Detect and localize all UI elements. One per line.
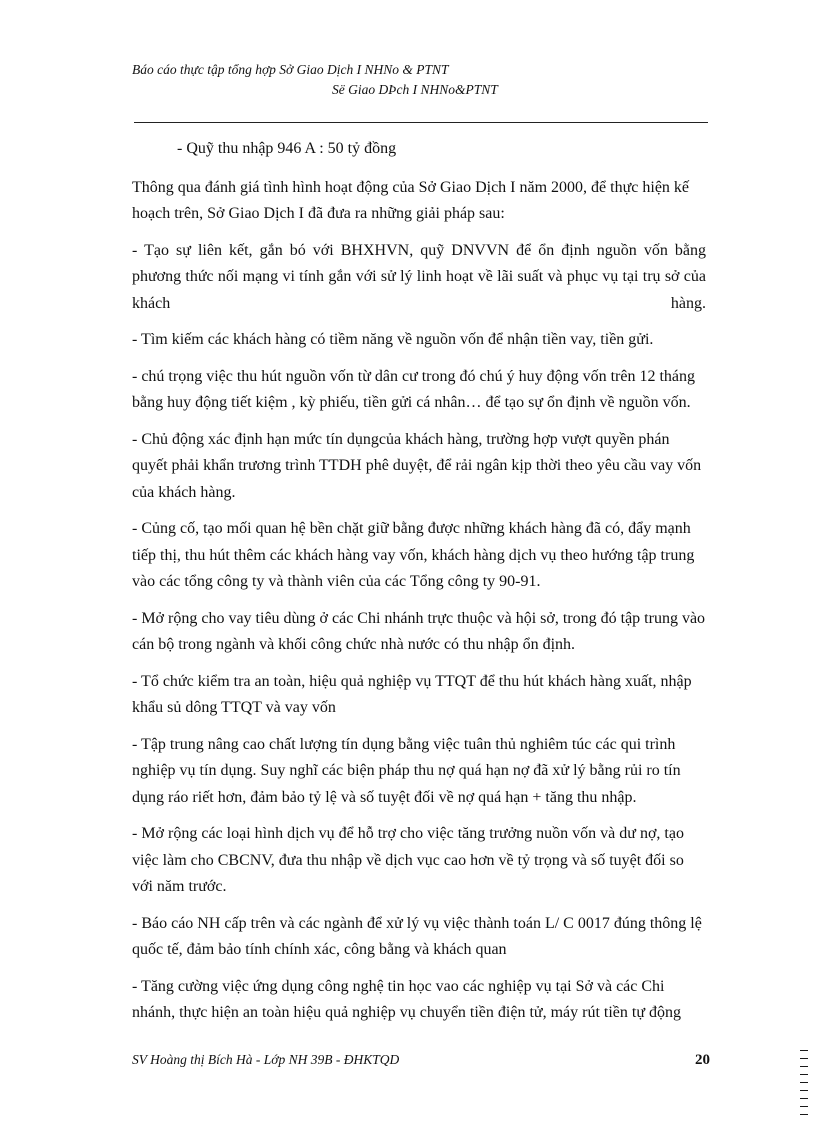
page-footer bbox=[132, 1050, 710, 1070]
paragraph-solution-2: - Tìm kiếm các khách hàng có tiềm năng về nguồn vốn để nhận tiền vay, tiền gửi. bbox=[132, 331, 654, 348]
edge-mark bbox=[800, 1074, 808, 1075]
paragraph-solution-9: - Mở rộng các loại hình dịch vụ để hỗ trợ cho việc tăng trưởng nuồn vốn và dư nợ, tạo việc làm cho CBCNV, đưa thu nhập về dịch vục cao hơn về tỷ trọng và số tuyệt đối so với năm trước. bbox=[132, 825, 684, 895]
document-body bbox=[132, 136, 706, 1037]
paragraph-solution-6: - Mở rộng cho vay tiêu dùng ở các Chi nhánh trực thuộc và hội sở, trong đó tập trung vào cán bộ trong ngành và khối công chức nhà nước có thu nhập ổn định. bbox=[132, 609, 706, 653]
header-report-title: Báo cáo thực tập tổng hợp Sở Giao Dịch I NHNo & PTNT bbox=[132, 62, 449, 77]
paragraph-solution-5: - Củng cố, tạo mối quan hệ bền chặt giữ bằng được những khách hàng đã có, đẩy mạnh tiếp thị, thu hút thêm các khách hàng vay vốn, khách hàng dịch vụ theo hướng tập trung vào các tổng công ty và thành viên của các Tổng công ty 90-91. bbox=[132, 520, 695, 590]
paragraph-solution-11: - Tăng cường việc ứng dụng công nghệ tin học vao các nghiệp vụ tại Sở và các Chi nhánh, thực hiện an toàn hiệu quả nghiệp vụ chuyển tiền điện tử, máy rút tiền tự động bbox=[132, 977, 681, 1021]
paragraph-solution-7: - Tổ chức kiểm tra an toàn, hiệu quả nghiệp vụ TTQT để thu hút khách hàng xuất, nhập khẩu sủ dông TTQT và vay vốn bbox=[132, 672, 692, 716]
paragraph-solution-3: - chú trọng việc thu hút nguồn vốn từ dân cư trong đó chú ý huy động vốn trên 12 tháng bằng huy động tiết kiệm , kỳ phiếu, tiền gửi cá nhân… để tạo sự ổn định về nguồn vốn. bbox=[132, 367, 696, 411]
page-header bbox=[132, 60, 712, 100]
paragraph-solution-10: - Báo cáo NH cấp trên và các ngành để xử lý vụ việc thành toán L/ C 0017 đúng thông lệ quốc tế, đảm bảo tính chính xác, công bằng và khách quan bbox=[132, 914, 702, 958]
header-department: Së Giao DÞch I NHNo&PTNT bbox=[332, 82, 498, 97]
paragraph-income-fund: - Quỹ thu nhập 946 A : 50 tỷ đồng bbox=[177, 140, 397, 157]
edge-mark bbox=[800, 1098, 808, 1099]
edge-mark bbox=[800, 1066, 808, 1067]
paragraph-solution-8: - Tập trung nâng cao chất lượng tín dụng bằng việc tuân thủ nghiêm túc các qui trình nghiệp vụ tín dụng. Suy nghĩ các biện pháp thu nợ quá hạn nợ đã xử lý bằng rủi ro tín dụng ráo riết hơn, đảm bảo tỷ lệ và số tuyệt đối về nợ quá hạn + tăng thu nhập. bbox=[132, 735, 681, 806]
edge-mark bbox=[800, 1114, 808, 1115]
edge-mark bbox=[800, 1106, 808, 1107]
edge-mark bbox=[800, 1050, 808, 1051]
paragraph-intro: Thông qua đánh giá tình hình hoạt động của Sở Giao Dịch I năm 2000, để thực hiện kế hoạch trên, Sở Giao Dịch I đã đưa ra những giải pháp sau: bbox=[132, 178, 690, 222]
edge-mark bbox=[800, 1058, 808, 1059]
page-number: 20 bbox=[695, 1052, 710, 1068]
edge-mark bbox=[800, 1090, 808, 1091]
header-divider bbox=[134, 122, 708, 123]
paragraph-solution-4: - Chủ động xác định hạn mức tín dụngcủa khách hàng, trường hợp vượt quyền phán quyết phải khẩn trương trình TTDH phê duyệt, để rải ngân kịp thời theo yêu cầu vay vốn của khách hàng. bbox=[132, 430, 702, 501]
edge-mark bbox=[800, 1082, 808, 1083]
footer-author: SV Hoàng thị Bích Hà - Lớp NH 39B - ĐHKTQD bbox=[132, 1052, 400, 1067]
paragraph-solution-1: - Tạo sự liên kết, gắn bó với BHXHVN, quỹ DNVVN để ổn định nguồn vốn bằng phương thức nối mạng vi tính gắn với sử lý linh hoạt về lãi suất và phục vụ tại trụ sở của khách hàng. bbox=[132, 241, 706, 312]
